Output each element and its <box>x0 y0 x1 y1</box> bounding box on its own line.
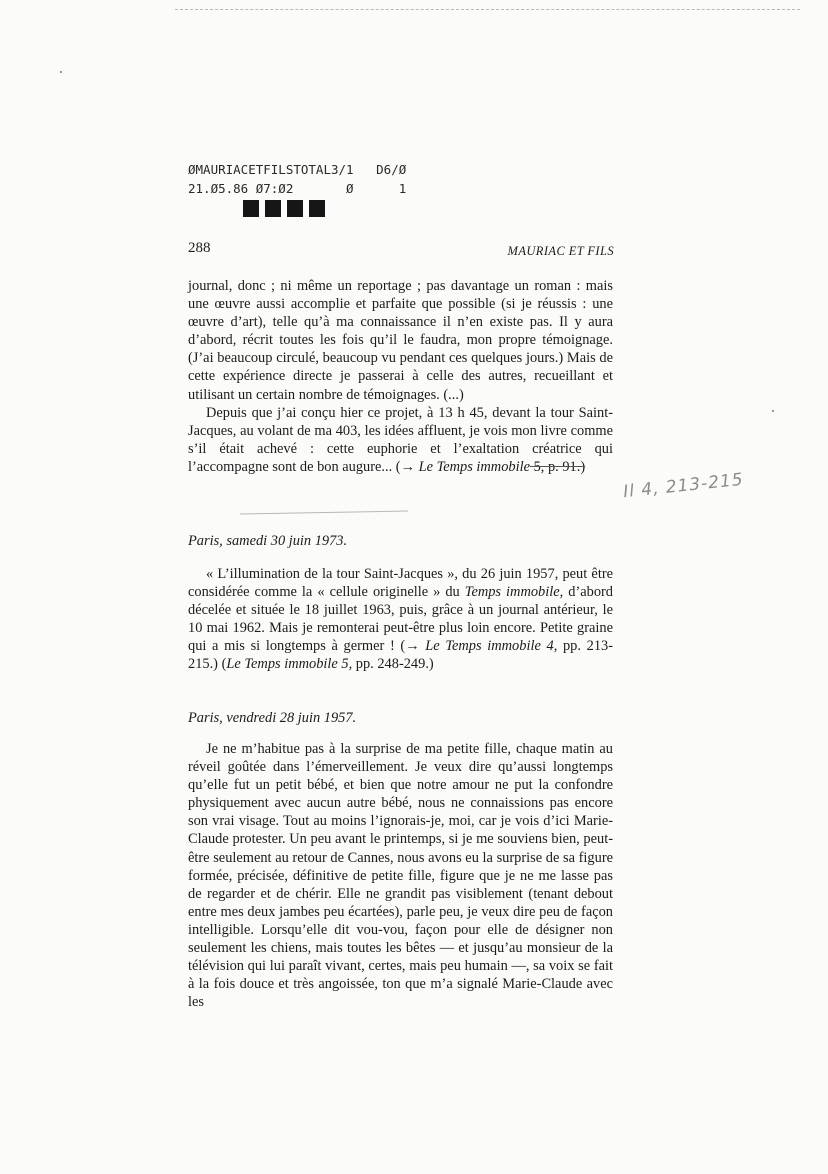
typesetting-code-line-1: ØMAURIACETFILSTOTAL3/1 D6/Ø <box>188 162 407 177</box>
reference-page: 5, p. 91.) <box>529 458 586 475</box>
section-1-text <box>188 277 613 476</box>
paragraph-text: « L’illumination de la tour Saint-Jacques », du 26 juin 1957, peut être considérée comme la « cellule originelle » du <box>188 566 613 601</box>
black-block <box>265 200 281 217</box>
reference-arrow: (→ <box>395 458 419 475</box>
book-title: Temps immobile, <box>464 584 564 601</box>
paragraph-text: d’abord décelée et située le 18 juillet 1963, puis, grâce à un journal antérieur, le 10 mai 1962. Mais je remonterai peut-être plus loin encore. Petite graine qui a mis si longtemps à germer ! (→ <box>188 584 613 655</box>
handwritten-margin-note: Il 4, 213-215 <box>622 469 745 503</box>
paragraph-text: Depuis que j’ai conçu hier ce projet, à 13 h 45, devant la tour Saint-Jacques, au volant de ma 403, les idées affluent, je vois mon livre comme s’il était achevé : cette euphorie et l’exaltation créatrice qui l’accompagne sont de bon augure... <box>188 404 613 475</box>
section-3-text <box>188 740 613 1011</box>
typesetting-code-line-2: 21.Ø5.86 Ø7:Ø2 Ø 1 <box>188 181 407 196</box>
book-title: Le Temps immobile 5, <box>226 656 353 673</box>
paragraph <box>188 565 613 674</box>
paragraph: Je ne m’habitue pas à la surprise de ma petite fille, chaque matin au réveil goûtée dans l’émerveillement. Je veux dire qu’aussi longtemps qu’elle fut un petit bébé, et bien que notre amour ne put la confondre physiquement avec aucun autre bébé, nous ne connaissions pas encore son vrai visage. Tout au moins l’ignorais-je, moi, car je vois d’ici Marie-Claude protester. Un peu avant le printemps, si je me souviens bien, peut-être seulement au retour de Cannes, nous avons eu la surprise de sa figure formée, précisée, définitive de petite fille, figure que je ne me lasse pas de regarder et de chérir. Elle ne grandit pas visiblement (tenant debout entre mes deux jambes peu écartées), parle peu, je veux dire peu de façon intelligible. Lorsqu’elle dit vou-vou, façon pour elle de désigner non seulement les chiens, mais toutes les bêtes — et jusqu’au monsieur de la télévision qui lui paraît vivant, certes, mais peu humain —, sa voix se fait à la fois douce et très angoissée, ton que m’a signalé Marie-Claude avec les <box>188 741 613 1011</box>
paragraph: journal, donc ; ni même un reportage ; pas davantage un roman : mais une œuvre aussi accomplie et parfaite que possible (si je réussis : une œuvre d’art), telle qu’à ma connaissance il n’en existe pas. Il y aura d’abord, récrit toutes les fois qu’il le faudra, mon propre témoignage. (J’ai beaucoup circulé, beaucoup vu pendant ces quelques jours.) Mais de cette expérience directe je passerai à celle des autres, recueillant et utilisant un certain nombre de témoignages. (...) <box>188 278 613 403</box>
registration-blocks <box>243 200 331 222</box>
reference-title: Le Temps immobile <box>418 458 530 475</box>
black-block <box>309 200 325 217</box>
pencil-underline <box>240 511 408 515</box>
book-title: Le Temps immobile 4, <box>425 638 558 655</box>
scan-speck <box>772 410 774 412</box>
paragraph-text: pp. 213-215.) ( <box>188 638 614 673</box>
section-2-text <box>188 565 613 674</box>
scan-speck <box>60 71 62 73</box>
black-block <box>287 200 303 217</box>
page-number: 288 <box>188 240 211 256</box>
paragraph <box>188 404 613 476</box>
scan-edge-line <box>175 9 800 10</box>
section-2-date: Paris, samedi 30 juin 1973. <box>188 533 348 549</box>
paragraph-text: pp. 248-249.) <box>352 656 434 673</box>
black-block <box>243 200 259 217</box>
running-head: MAURIAC ET FILS <box>507 244 614 258</box>
section-3-date: Paris, vendredi 28 juin 1957. <box>188 710 357 726</box>
